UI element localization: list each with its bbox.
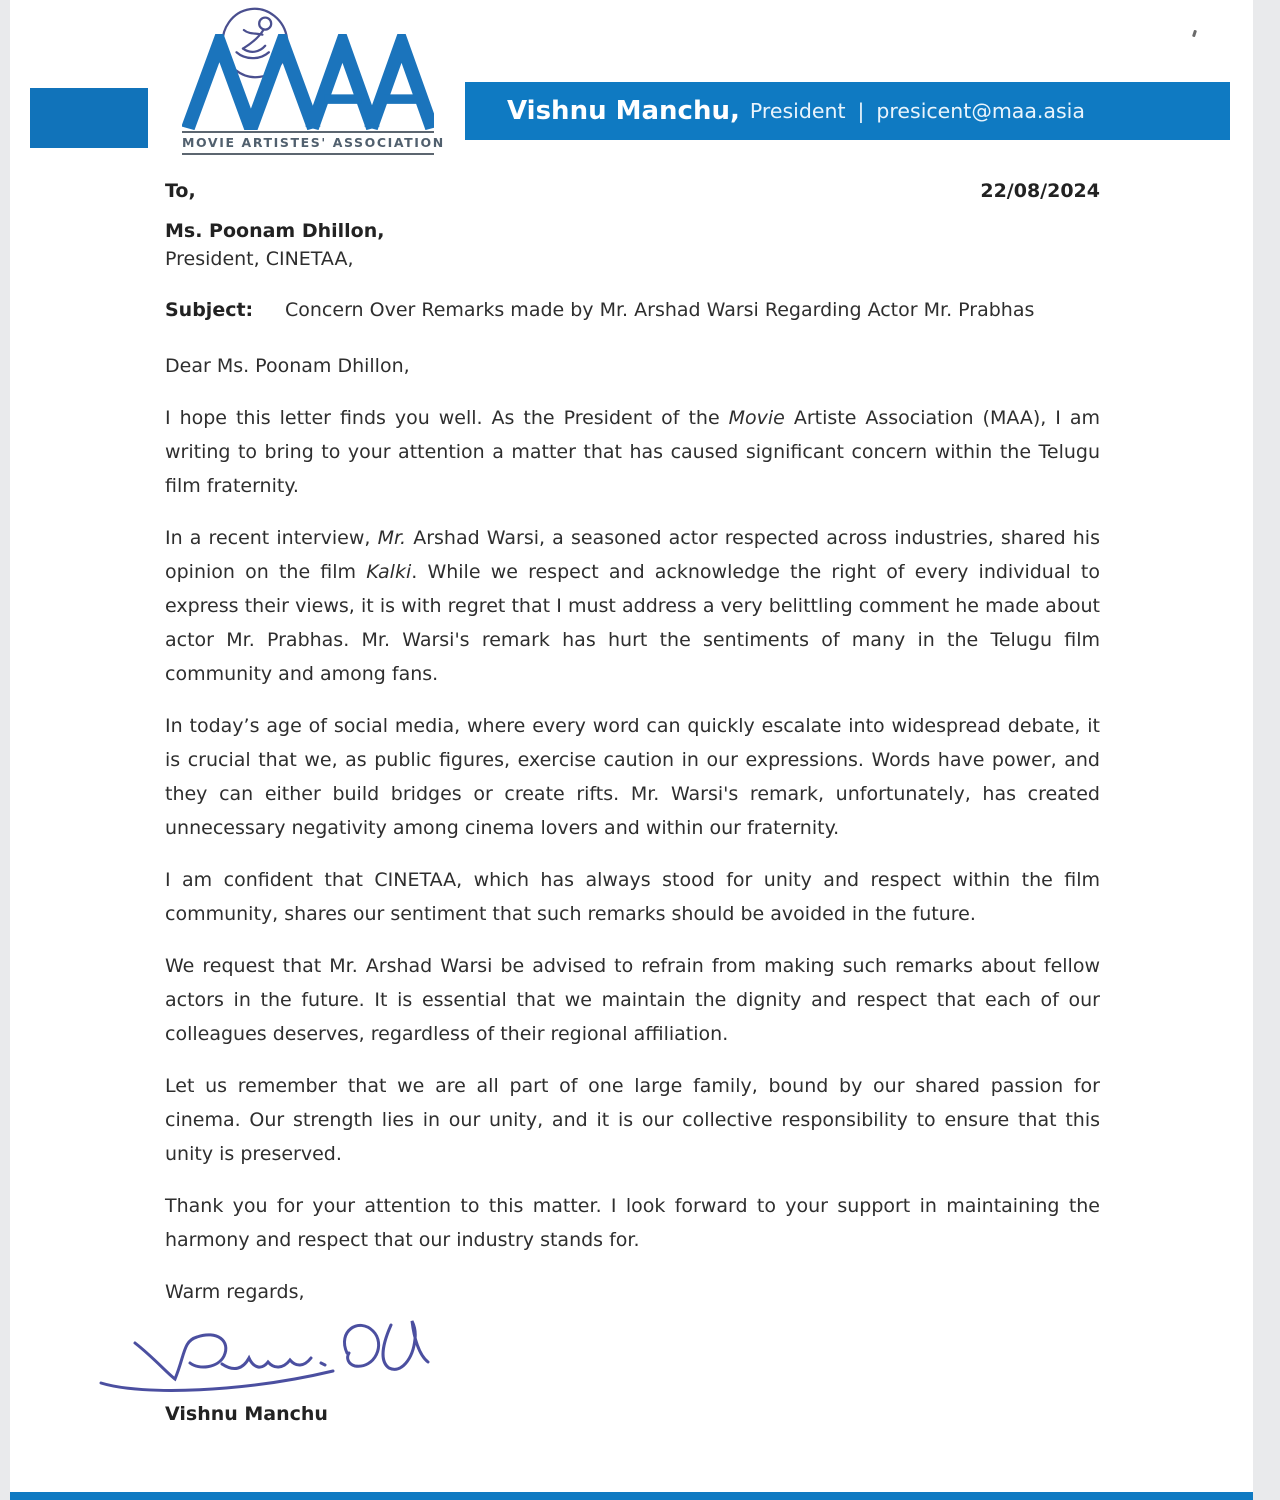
maa-letters xyxy=(182,34,434,130)
paragraph xyxy=(165,949,1100,1051)
president-banner xyxy=(465,82,1230,140)
banner-name: Vishnu Manchu, xyxy=(507,96,740,126)
letterhead xyxy=(10,0,1253,168)
paragraph-text: Mr. xyxy=(377,527,407,549)
to-label: To, xyxy=(165,180,196,202)
paragraph-text: Artiste Association (MAA), I am writing to bring to your attention a matter that has caused significant concern within the Telugu film fraternity. xyxy=(165,407,1101,497)
recipient-title: President, CINETAA, xyxy=(165,248,354,270)
paragraph-text: We request that Mr. Arshad Warsi be advised to refrain from making such remarks about fellow actors in the future. It is essential that we maintain the dignity and respect that each of our colleagues deserves, regardless of their regional affiliation. xyxy=(165,955,1100,1045)
paragraph-text: Let us remember that we are all part of one large family, bound by our shared passion for cinema. Our strength lies in our unity, and it is our collective responsibility to ensure that this unity is preserved. xyxy=(165,1075,1100,1165)
footer-bar xyxy=(10,1492,1253,1500)
banner-separator: | xyxy=(857,99,865,123)
to-row xyxy=(165,180,1100,202)
letter-body xyxy=(165,180,1100,1425)
banner-email: presicent@maa.asia xyxy=(876,99,1085,123)
signature-scribble xyxy=(95,1311,435,1411)
paragraph-text: I am confident that CINETAA, which has always stood for unity and respect within the film community, shares our sentiment that such remarks should be avoided in the future. xyxy=(165,869,1100,925)
banner-role: President xyxy=(749,99,846,123)
paragraph xyxy=(165,1189,1100,1257)
paragraph xyxy=(165,521,1100,691)
maa-logo xyxy=(182,6,445,155)
paragraph-text: I hope this letter finds you well. As the President of the xyxy=(165,407,729,429)
paragraph xyxy=(165,401,1100,503)
paragraph xyxy=(165,1069,1100,1171)
letter-date: 22/08/2024 xyxy=(980,180,1100,202)
paragraph-text: Thank you for your attention to this matter. I look forward to your support in maintaining the harmony and respect that our industry stands for. xyxy=(165,1195,1100,1251)
subject-text: Concern Over Remarks made by Mr. Arshad Warsi Regarding Actor Mr. Prabhas xyxy=(285,299,1035,321)
subject-row xyxy=(165,294,1100,327)
subject-label: Subject: xyxy=(165,299,254,321)
recipient-name: Ms. Poonam Dhillon, xyxy=(165,220,385,242)
paragraph-text: Kalki xyxy=(366,561,412,583)
logo-caption: MOVIE ARTISTES' ASSOCIATION xyxy=(182,131,434,155)
paragraph xyxy=(165,709,1100,845)
paragraph-text: In today’s age of social media, where every word can quickly escalate into widespread debate, it is crucial that we, as public figures, exercise caution in our expressions. Words have power, and they can either build bridges or create rifts. Mr. Warsi's remark, unfortunately, has created unnecessary negativity among cinema lovers and within our fraternity. xyxy=(165,715,1100,839)
paragraph xyxy=(165,863,1100,931)
closing: Warm regards, xyxy=(165,1281,305,1303)
paragraph-text: In a recent interview, xyxy=(165,527,378,549)
accent-rectangle xyxy=(30,88,148,148)
paragraph-text: Movie xyxy=(728,407,785,429)
letter-paragraphs xyxy=(165,401,1100,1257)
letter-page xyxy=(10,0,1253,1500)
signature-area xyxy=(165,1311,1100,1403)
paragraph-text: . While we respect and acknowledge the right of every individual to express their views, it is with regret that I must address a very belittling comment he made about actor Mr. Prabhas. Mr. Warsi's remark has hurt the sentiments of many in the Telugu film community and among fans. xyxy=(165,561,1100,685)
cursor-mark xyxy=(1192,30,1197,38)
salutation: Dear Ms. Poonam Dhillon, xyxy=(165,355,410,377)
signatory-name: Vishnu Manchu xyxy=(165,1403,328,1425)
paragraph-text: Arshad Warsi, a seasoned actor respected across industries, shared his opinion on the film xyxy=(165,527,1100,583)
